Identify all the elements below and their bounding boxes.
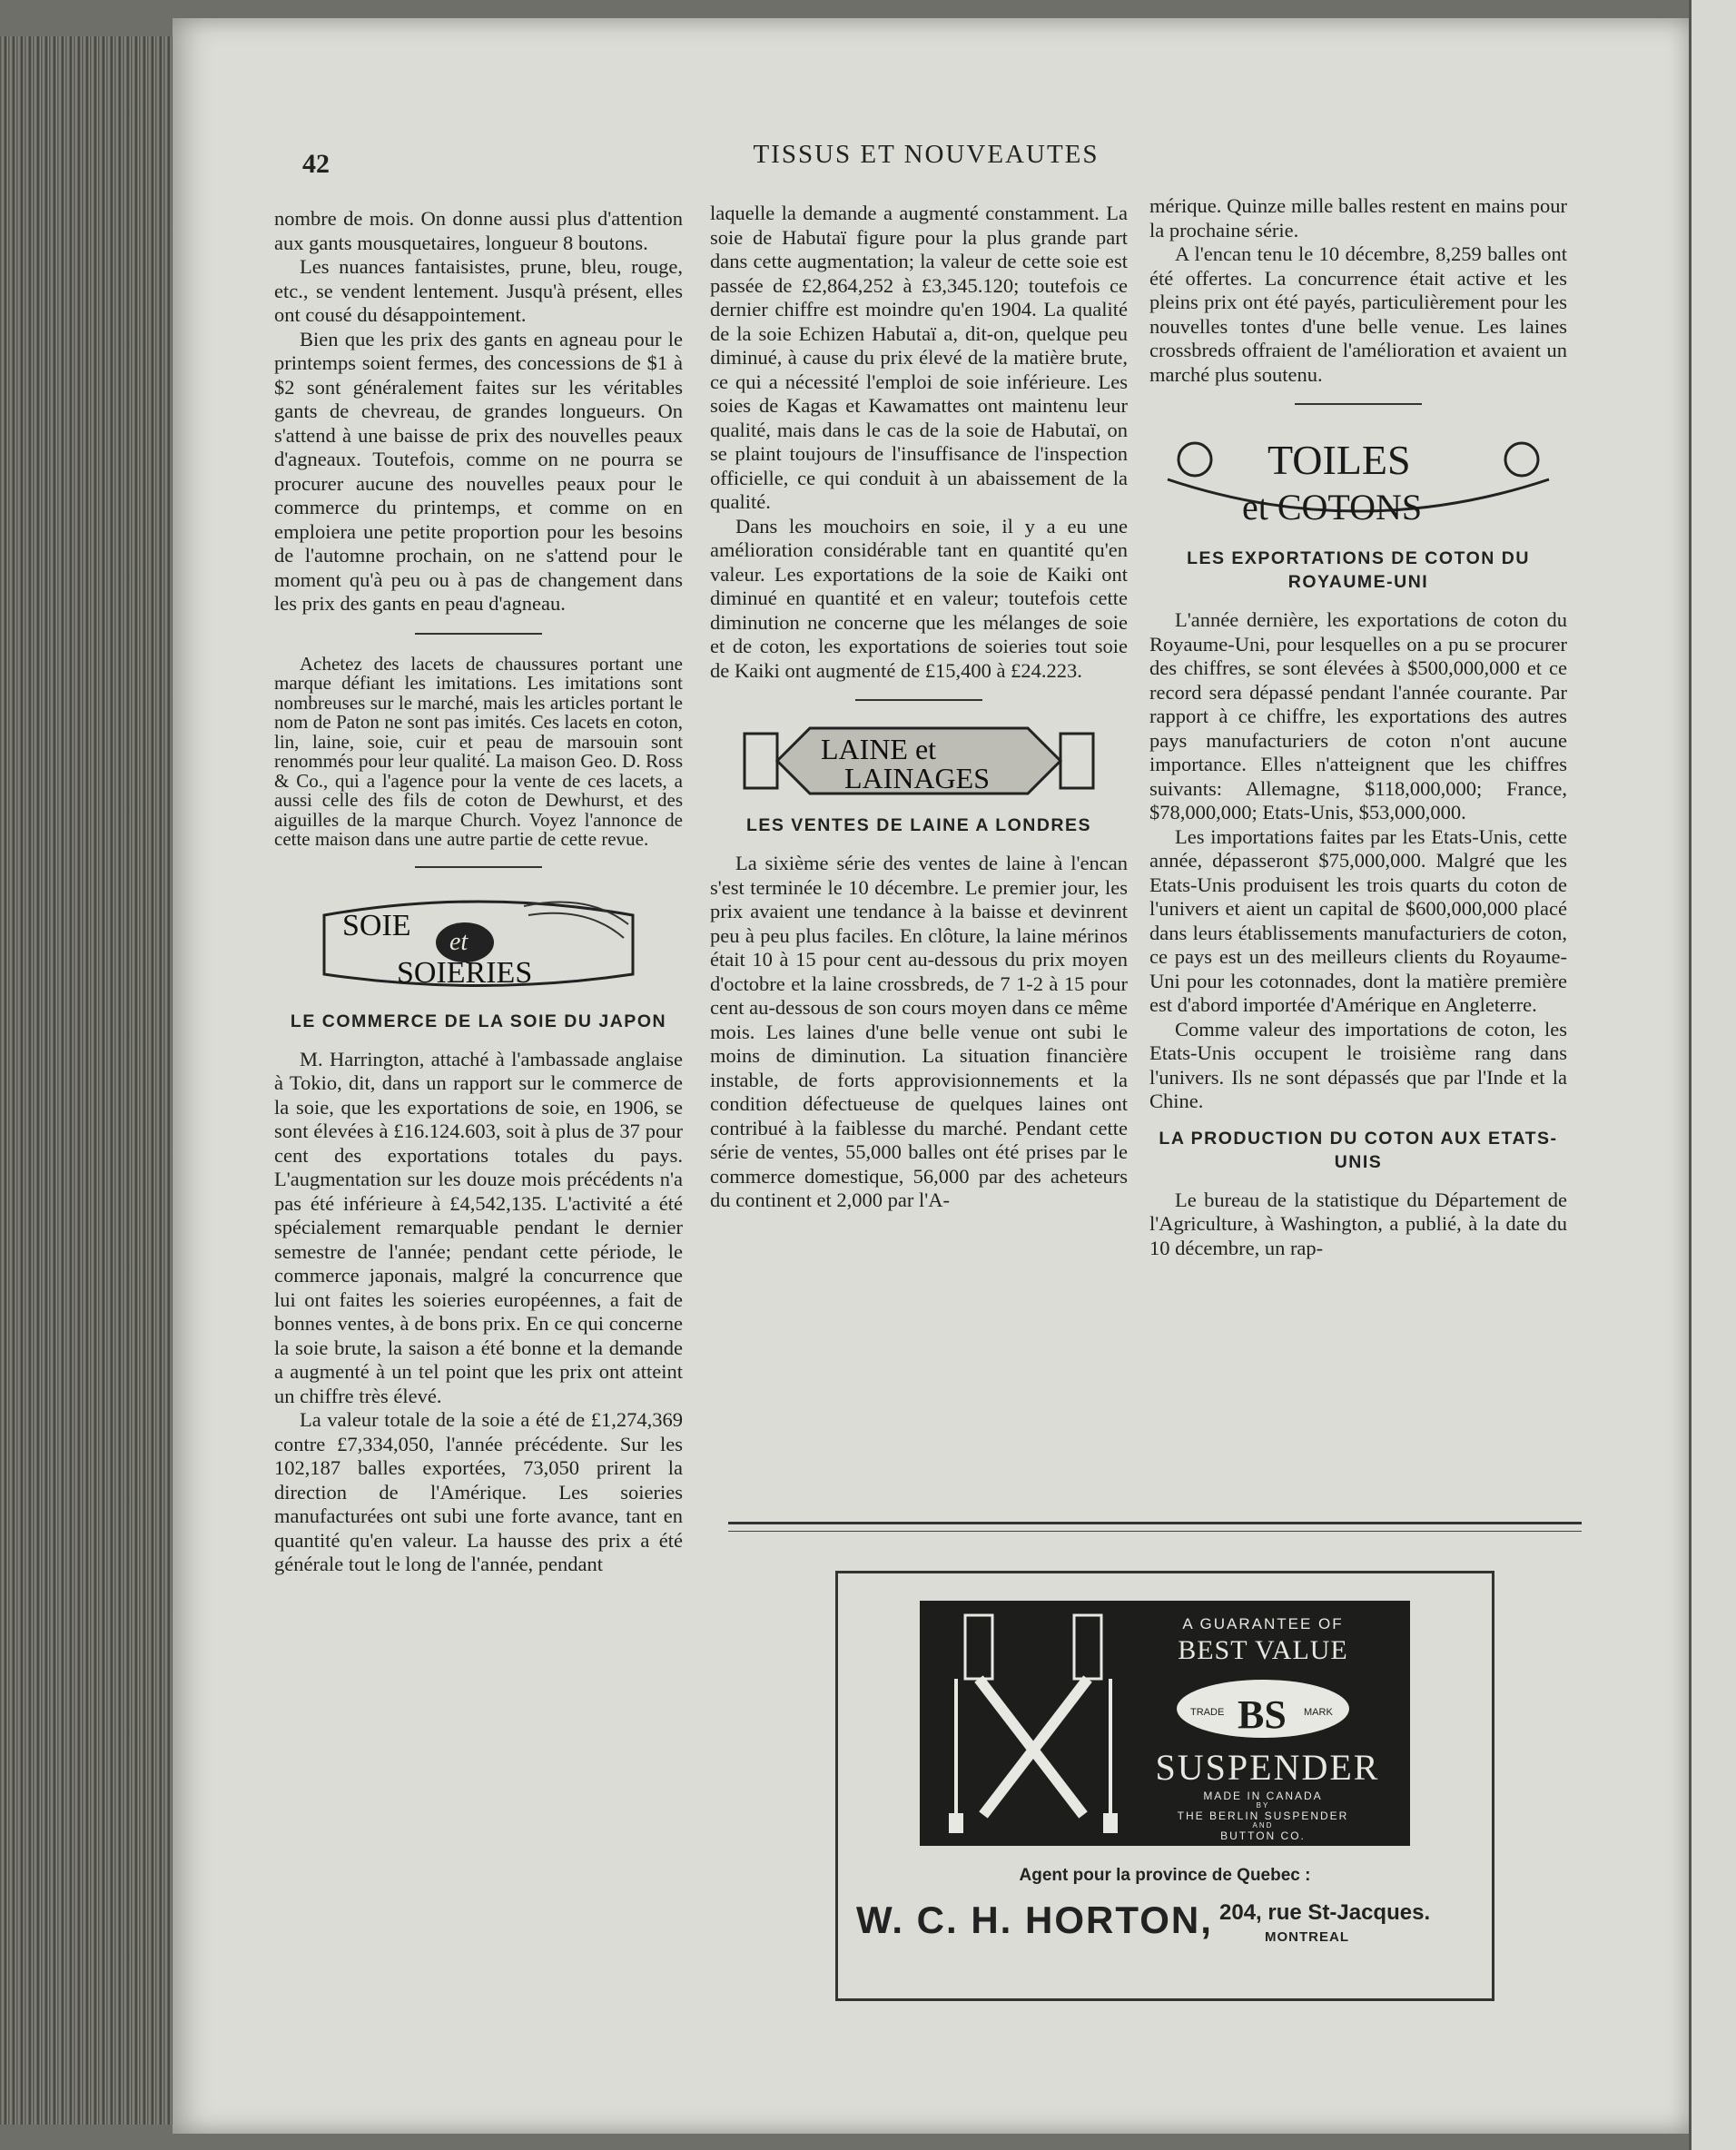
made-line: AND	[1252, 1821, 1274, 1829]
paragraph: L'année dernière, les exportations de coton du Royaume-Uni, pour lesquelles on a pu se procurer des chiffres, se sont élevées à $500,000,000 et ce record sera dépassé pendant l'année courante. Par rapport à ce chiffre, les exportations des autres pays manufacturiers de coton n'ont aucune importance. Elles n'atteignent que les chiffres suivants: Allemagne, $118,000,000; France, $78,000,000; Etats-Unis, $53,000,000.	[1149, 608, 1567, 824]
emblem-line-2: SOIERIES	[397, 955, 533, 990]
paragraph: laquelle la demande a augmenté constamment. La soie de Habutaï figure pour la plus grande part dans cette augmentation; la valeur de cette soie est passée de £2,864,252 à £3,345.120; toutefois ce dernier chiffre est moindre qu'en 1904. La qualité de la soie Echizen Habutaï a, dit-on, quelque peu diminué, à cause du prix élevé de la matière brute, ce qui a nécessité l'emploi de soie inférieure. Les soies de Kagas et Kawamattes ont maintenu leur qualité, mais dans le cas de la soie de Habutaï, on se plaint toujours de l'insuffisance de l'inspection officielle, ce qui conduit à un abaissement de la qualité.	[710, 202, 1128, 513]
soie-soieries-emblem	[315, 888, 642, 997]
advertisement-top-rule	[728, 1522, 1582, 1524]
section-divider	[1295, 403, 1422, 405]
made-line: THE BERLIN SUSPENDER	[1177, 1810, 1349, 1822]
paragraph: mérique. Quinze mille balles restent en mains pour la prochaine série.	[1149, 194, 1567, 242]
section-title-soie-japon: LE COMMERCE DE LA SOIE DU JAPON	[290, 1011, 667, 1031]
section-title-production-coton: LA PRODUCTION DU COTON AUX ETATS-UNIS	[1159, 1128, 1558, 1172]
ad-guarantee-text: A GUARANTEE OF	[1182, 1615, 1344, 1632]
suspender-illustration	[938, 1606, 1138, 1842]
laine-lainages-emblem	[737, 721, 1100, 801]
section-title-ventes-laine: LES VENTES DE LAINE A LONDRES	[745, 815, 1092, 835]
paragraph: Les nuances fantaisistes, prune, bleu, rouge, etc., se vendent lentement. Jusqu'à présent, elles ont cousé du désappointement.	[274, 255, 683, 326]
paragraph: Dans les mouchoirs en soie, il y a eu une amélioration considérable tant en quantité qu'en valeur. Les exportations de la soie de Kaiki ont diminué en quantité et en valeur; toutefois cette diminution ne concerne que les mélanges de soie et de coton, les exportations de soieries tout soie de Kaiki ont augmenté de £15,400 à £24.223.	[710, 514, 1128, 682]
emblem-line-1: SOIE	[342, 908, 411, 942]
paragraph: Les importations faites par les Etats-Unis, cette année, dépasseront $75,000,000. Malgré que les Etats-Unis produisent les trois quarts du coton de l'univers et aient un capital de $600,000,000 placé dans leurs établissements manufacturiers de coton, ce pays est un des meilleurs clients du Royaume-Uni pour les cotonnades, dont la matière première est d'abord importée d'Amérique en Angleterre.	[1149, 824, 1567, 1016]
ad-agent-name: W. C. H. HORTON,	[856, 1899, 1213, 1941]
emblem-connector: et	[449, 927, 469, 956]
column-2	[710, 202, 1128, 1213]
made-line: BY	[1256, 1801, 1270, 1810]
section-divider	[415, 633, 542, 635]
running-title: TISSUS ET NOUVEAUTES	[753, 140, 1100, 169]
notice-paragraph: Achetez des lacets de chaussures portant une marque défiant les imitations. Les imitations sont nombreuses sur le marché, mais les articles portant le nom de Paton ne sont pas imités. Ces lacets en coton, lin, laine, soie, cuir et peau de marsouin sont renommés pour leur qualité. La maison Geo. D. Ross & Co., qui a l'agence pour la vente de ces lacets, a aussi celle des fils de coton de Dewhurst, et des aiguilles de la marque Church. Voyez l'annonce de cette maison dans une autre partie de cette revue.	[274, 652, 683, 850]
paragraph: La valeur totale de la soie a été de £1,274,369 contre £7,334,050, l'année précédente. Sur les 102,187 balles exportées, 73,050 prirent la direction de l'Amérique. Les soieries manufacturées ont subi une forte avance, tant en quantité qu'en valeur. La hausse des prix a été générale tout le long de l'année, pendant	[274, 1408, 683, 1575]
book-page-edges	[0, 36, 182, 2125]
mark-label: MARK	[1304, 1707, 1333, 1718]
made-line: MADE IN CANADA	[1203, 1790, 1323, 1802]
column-3	[1149, 194, 1567, 1260]
emblem-line-2: LAINAGES	[844, 762, 990, 794]
trade-label: TRADE	[1190, 1707, 1225, 1718]
section-divider	[415, 866, 542, 868]
ad-manufacturer	[1145, 1790, 1381, 1842]
advertisement-top-rule-thin	[728, 1531, 1582, 1532]
paragraph: A l'encan tenu le 10 décembre, 8,259 balles ont été offertes. La concurrence était active et les pleins prix ont été payés, particulièrement pour les nouvelles tontes d'une belle venue. Les laines crossbreds offraient de l'amélioration et avaient un marché plus soutenu.	[1149, 242, 1567, 386]
ad-product-name: SUSPENDER	[1155, 1747, 1380, 1788]
section-divider	[855, 699, 982, 701]
paragraph: Bien que les prix des gants en agneau pour le printemps soient fermes, des concessions de $1 à $2 sont généralement faites sur les véritables gants de chevreau, de grandes longueurs. On s'attend à une baisse de prix des nouvelles peaux d'agneaux. Toutefois, comme on ne pourra se procurer aucune des nouvelles peaux pour le commerce du printemps, et comme on en emploiera une petite proportion pour les besoins de l'automne prochain, on ne s'attend pour le moment qu'à peu ou à pas de changement dans les prix des gants en peau d'agneau.	[274, 327, 683, 615]
bs-monogram: BS	[1238, 1692, 1287, 1737]
section-title-exportations-coton: LES EXPORTATIONS DE COTON DU ROYAUME-UNI	[1187, 548, 1530, 592]
next-page-edge	[1689, 0, 1736, 2150]
bs-co: Co.	[1263, 1737, 1277, 1746]
column-1	[274, 207, 683, 1577]
ad-agent-line: Agent pour la province de Quebec :	[1019, 1866, 1311, 1885]
paragraph: M. Harrington, attaché à l'ambassade anglaise à Tokio, dit, dans un rapport sur le commerce de la soie, que les exportations de soie, en 1906, se sont élevées à £16.124.603, soit à plus de 37 pour cent des exportations totales du pays. L'augmentation sur les douze mois précédents n'a pas été inférieure à £4,542,135. L'activité a été spécialement remarquable pendant le dernier semestre de l'année; pendant cette période, le commerce japonais, malgré la concurrence que lui ont faites les soieries européennes, a fait de bonnes ventes, à de bons prix. En ce qui concerne la soie brute, la saison a été bonne et la demande a augmenté à un tel point que les prix ont atteint un chiffre très élevé.	[274, 1047, 683, 1407]
emblem-line-1: LAINE et	[821, 733, 937, 765]
ad-best-value-text: BEST VALUE	[1178, 1635, 1348, 1665]
paragraph: La sixième série des ventes de laine à l'encan s'est terminée le 10 décembre. Le premier jour, les prix avaient une tendance à la baisse et devinrent peu à peu plus faciles. En clôture, la laine mérinos était 10 à 15 pour cent au-dessous du prix moyen d'octobre et la laine crossbreds, de 7 1-2 à 15 pour cent au-dessous de son cours moyen dans ce même mois. Les laines d'une belle venue ont subi le moins de diminution. La situation financière instable, de forts approvisionnements et la condition défectueuse de quelques laines ont contribué à la faiblesse du marché. Pendant cette série de ventes, 55,000 balles ont été prises par le commerce domestique, 56,000 par des acheteurs du continent et 2,000 par l'A-	[710, 852, 1128, 1211]
suspender-advertisement	[835, 1571, 1494, 2001]
emblem-line-1: TOILES	[1267, 437, 1411, 483]
paragraph: Le bureau de la statistique du Département de l'Agriculture, à Washington, a publié, à la date du 10 décembre, un rap-	[1149, 1188, 1567, 1259]
ad-address: 204, rue St-Jacques.	[1219, 1900, 1431, 1925]
emblem-line-2: et COTONS	[1242, 487, 1423, 528]
page-number: 42	[302, 149, 330, 179]
made-line: BUTTON CO.	[1220, 1829, 1306, 1842]
paragraph: Comme valeur des importations de coton, les Etats-Unis occupent le troisième rang dans l'univers. Ils ne sont dépassés que par l'Inde et la Chine.	[1149, 1017, 1567, 1112]
toiles-cotons-emblem	[1159, 425, 1558, 534]
paragraph: nombre de mois. On donne aussi plus d'attention aux gants mousquetaires, longueur 8 boutons.	[274, 207, 683, 254]
trade-mark-logo	[1172, 1668, 1354, 1750]
advertisement-black-panel	[920, 1601, 1410, 1846]
ad-city: MONTREAL	[1265, 1929, 1349, 1945]
